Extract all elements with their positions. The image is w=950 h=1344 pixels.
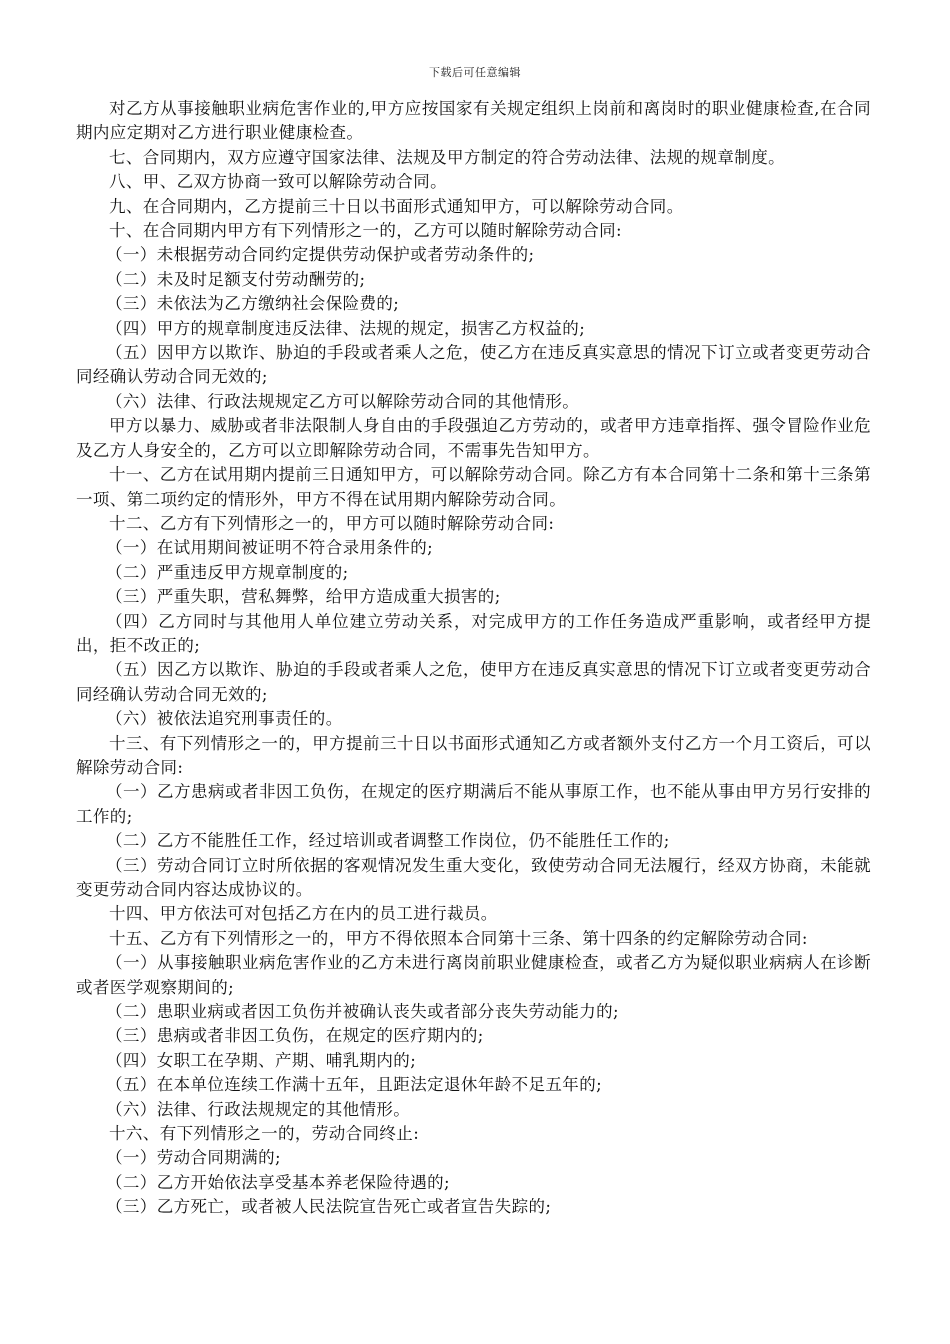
clause-12: 十二、乙方有下列情形之一的，甲方可以随时解除劳动合同: <box>109 513 555 533</box>
list-item: （二）严重违反甲方规章制度的; <box>106 562 349 582</box>
paragraph: 甲方以暴力、威胁或者非法限制人身自由的手段强迫乙方劳动的，或者甲方违章指挥、强令冒险作业危及乙方人身安全的，乙方可以立即解除劳动合同，不需事先告知甲方。 <box>76 416 871 460</box>
clause-9: 九、在合同期内，乙方提前三十日以书面形式通知甲方，可以解除劳动合同。 <box>109 196 684 216</box>
page-header: 下载后可任意编辑 <box>429 66 521 79</box>
clause-16: 十六、有下列情形之一的，劳动合同终止: <box>109 1124 420 1144</box>
list-item: （一）劳动合同期满的; <box>106 1148 281 1168</box>
list-item: （一）从事接触职业病危害作业的乙方未进行离岗前职业健康检查，或者乙方为疑似职业病病人在诊断或者医学观察期间的; <box>76 953 871 997</box>
list-item: （三）未依法为乙方缴纳社会保险费的; <box>106 294 400 314</box>
list-item: （四）女职工在孕期、产期、哺乳期内的; <box>106 1050 417 1070</box>
clause-14: 十四、甲方依法可对包括乙方在内的员工进行裁员。 <box>109 904 498 924</box>
list-item: （二）患职业病或者因工负伤并被确认丧失或者部分丧失劳动能力的; <box>106 1002 619 1022</box>
clause-13: 十三、有下列情形之一的，甲方提前三十日以书面形式通知乙方或者额外支付乙方一个月工资后，可以解除劳动合同: <box>76 733 871 777</box>
list-item: （五）因甲方以欺诈、胁迫的手段或者乘人之危，使乙方在违反真实意思的情况下订立或者变更劳动合同经确认劳动合同无效的; <box>76 343 871 387</box>
clause-7: 七、合同期内，双方应遵守国家法律、法规及甲方制定的符合劳动法律、法规的规章制度。 <box>109 147 785 167</box>
clause-15: 十五、乙方有下列情形之一的，甲方不得依照本合同第十三条、第十四条的约定解除劳动合同: <box>109 928 808 948</box>
clause-11: 十一、乙方在试用期内提前三日通知甲方，可以解除劳动合同。除乙方有本合同第十二条和第十三条第一项、第二项约定的情形外，甲方不得在试用期内解除劳动合同。 <box>76 465 871 509</box>
list-item: （四）甲方的规章制度违反法律、法规的规定，损害乙方权益的; <box>106 318 586 338</box>
list-item: （五）在本单位连续工作满十五年，且距法定退休年龄不足五年的; <box>106 1075 603 1095</box>
list-item: （一）在试用期间被证明不符合录用条件的; <box>106 538 434 558</box>
list-item: （三）患病或者非因工负伤，在规定的医疗期内的; <box>106 1026 484 1046</box>
list-item: （六）法律、行政法规规定乙方可以解除劳动合同的其他情形。 <box>106 391 580 411</box>
document-body <box>76 97 871 1220</box>
list-item: （二）乙方开始依法享受基本养老保险待遇的; <box>106 1172 450 1192</box>
list-item: （一）未根据劳动合同约定提供劳动保护或者劳动条件的; <box>106 245 535 265</box>
list-item: （六）法律、行政法规规定的其他情形。 <box>106 1099 411 1119</box>
list-item: （五）因乙方以欺诈、胁迫的手段或者乘人之危，使甲方在违反真实意思的情况下订立或者变更劳动合同经确认劳动合同无效的; <box>76 660 871 704</box>
list-item: （二）未及时足额支付劳动酬劳的; <box>106 269 366 289</box>
list-item: （六）被依法追究刑事责任的。 <box>106 709 343 729</box>
list-item: （三）劳动合同订立时所依据的客观情况发生重大变化，致使劳动合同无法履行，经双方协商，未能就变更劳动合同内容达成协议的。 <box>76 855 871 899</box>
list-item: （一）乙方患病或者非因工负伤，在规定的医疗期满后不能从事原工作，也不能从事由甲方另行安排的工作的; <box>76 782 871 826</box>
list-item: （三）严重失职，营私舞弊，给甲方造成重大损害的; <box>106 587 501 607</box>
list-item: （三）乙方死亡，或者被人民法院宣告死亡或者宣告失踪的; <box>106 1197 552 1217</box>
clause-10: 十、在合同期内甲方有下列情形之一的，乙方可以随时解除劳动合同: <box>109 221 622 241</box>
paragraph: 对乙方从事接触职业病危害作业的,甲方应按国家有关规定组织上岗前和离岗时的职业健康检查,在合同期内应定期对乙方进行职业健康检查。 <box>76 99 871 143</box>
list-item: （四）乙方同时与其他用人单位建立劳动关系，对完成甲方的工作任务造成严重影响，或者经甲方提出，拒不改正的; <box>76 611 871 655</box>
list-item: （二）乙方不能胜任工作，经过培训或者调整工作岗位，仍不能胜任工作的; <box>106 831 670 851</box>
clause-8: 八、甲、乙双方协商一致可以解除劳动合同。 <box>109 172 447 192</box>
